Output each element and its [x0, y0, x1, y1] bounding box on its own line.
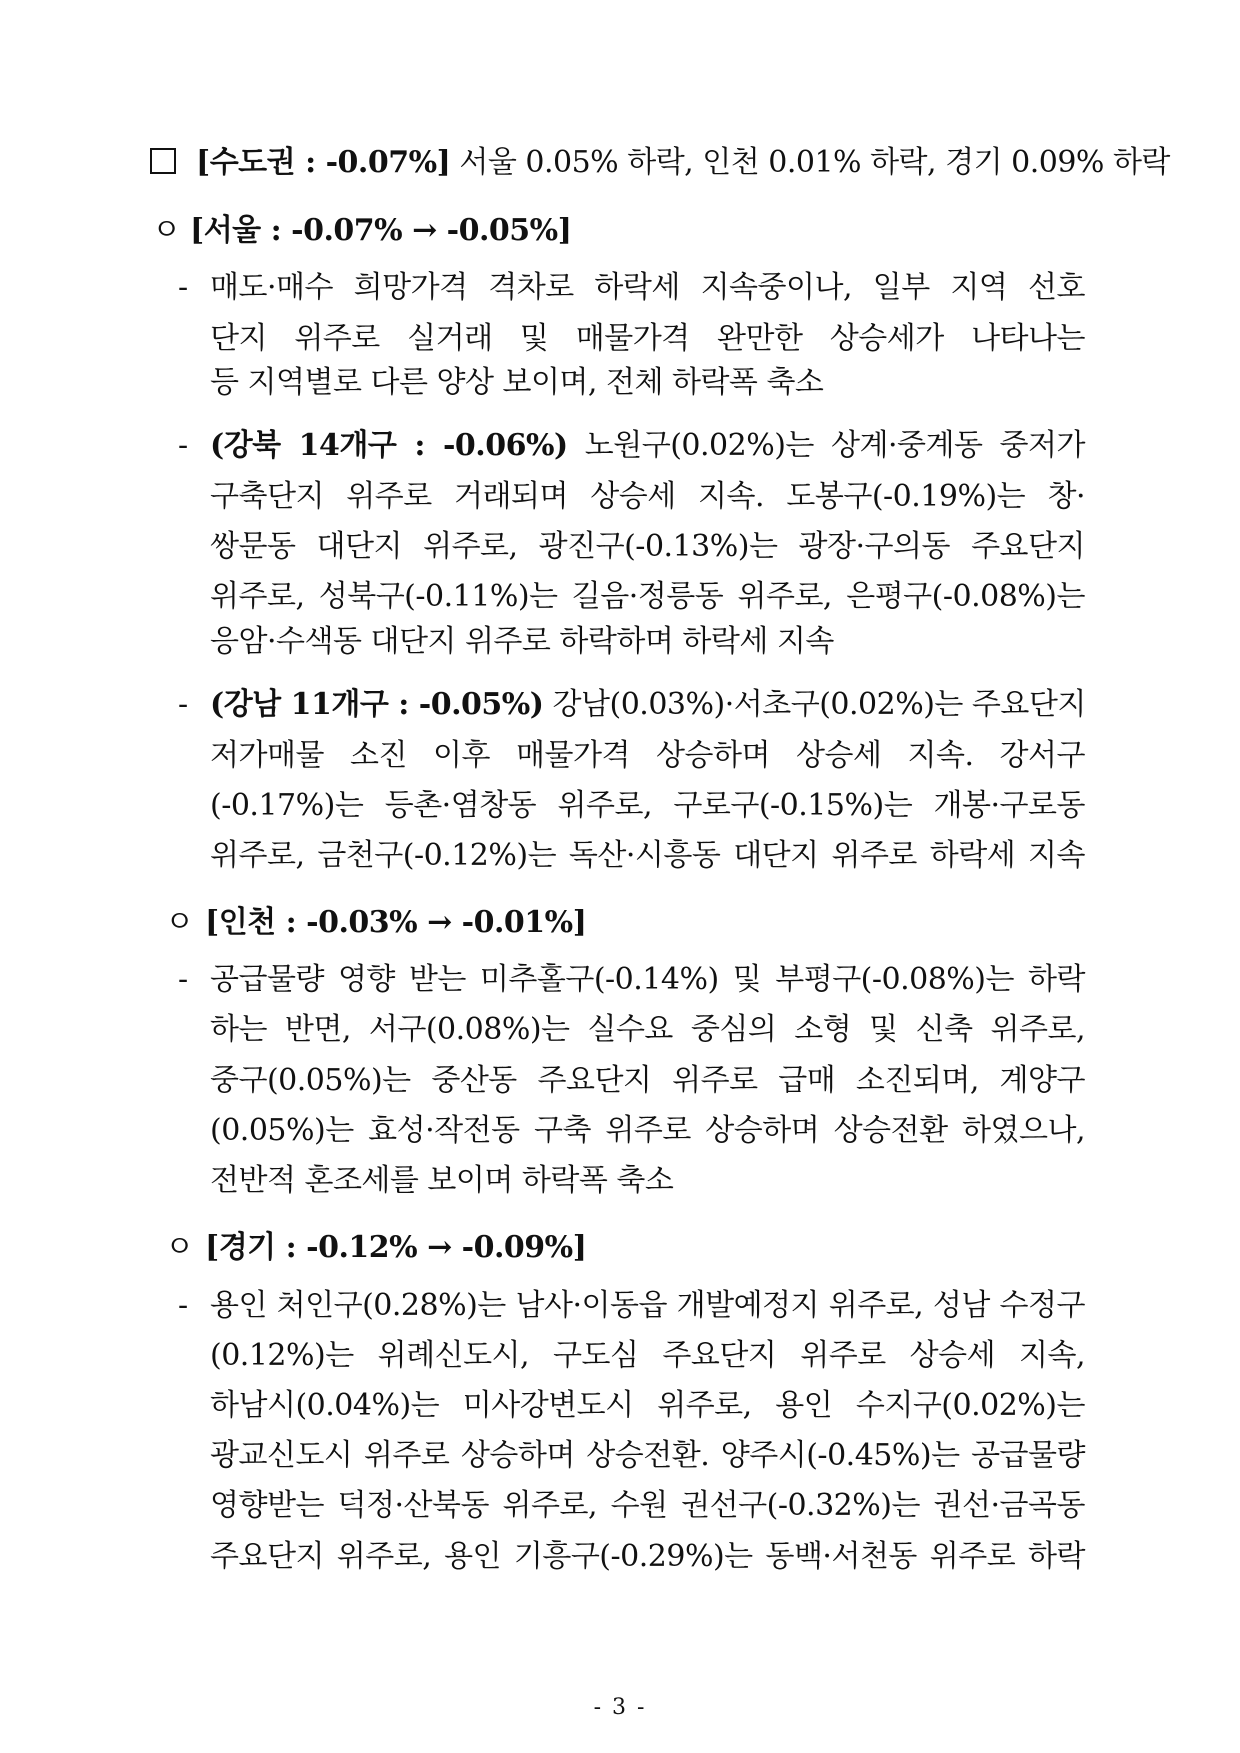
seoul-heading: [서울 : -0.07% → -0.05%] [190, 213, 572, 248]
gyeonggi-line: 용인 처인구(0.28%)는 남사·이동읍 개발예정지 위주로, 성남 수정구 [210, 1288, 1085, 1323]
incheon-line: (0.05%)는 효성·작전동 구축 위주로 상승하며 상승전환 하였으나, [210, 1113, 1085, 1148]
gyeonggi-heading: [경기 : -0.12% → -0.09%] [205, 1230, 587, 1265]
gangbuk-line: 쌍문동 대단지 위주로, 광진구(-0.13%)는 광장·구의동 주요단지 [210, 529, 1085, 564]
gangbuk-line: 위주로, 성북구(-0.11%)는 길음·정릉동 위주로, 은평구(-0.08%)는 [210, 579, 1085, 614]
page-number: - 3 - [593, 1695, 647, 1720]
dash-bullet: - [178, 962, 189, 997]
gyeonggi-line: 하남시(0.04%)는 미사강변도시 위주로, 용인 수지구(0.02%)는 [210, 1388, 1085, 1423]
circle-bullet-icon: ㅇ [165, 1230, 194, 1265]
seoul-para1-line: 매도·매수 희망가격 격차로 하락세 지속중이나, 일부 지역 선호 [210, 270, 1085, 305]
gyeonggi-line: 광교신도시 위주로 상승하며 상승전환. 양주시(-0.45%)는 공급물량 [210, 1438, 1085, 1473]
dash-bullet: - [178, 687, 189, 722]
gyeonggi-line: 주요단지 위주로, 용인 기흥구(-0.29%)는 동백·서천동 위주로 하락 [210, 1539, 1085, 1574]
incheon-heading: [인천 : -0.03% → -0.01%] [205, 905, 587, 940]
dash-bullet: - [178, 1288, 189, 1323]
gyeonggi-line: (0.12%)는 위례신도시, 구도심 주요단지 위주로 상승세 지속, [210, 1338, 1085, 1373]
gangbuk-label: (강북 14개구 : -0.06%) [210, 428, 568, 463]
gangbuk-line: 구축단지 위주로 거래되며 상승세 지속. 도봉구(-0.19%)는 창· [210, 479, 1085, 514]
incheon-line: 전반적 혼조세를 보이며 하락폭 축소 [210, 1163, 674, 1198]
checkbox-square-icon [150, 148, 176, 174]
gangbuk-first-text: 노원구(0.02%)는 상계·중계동 중저가 [584, 428, 1085, 463]
seoul-para1-line: 등 지역별로 다른 양상 보이며, 전체 하락폭 축소 [210, 365, 824, 400]
dash-bullet: - [178, 270, 189, 305]
region-summary-text: 서울 0.05% 하락, 인천 0.01% 하락, 경기 0.09% 하락 [459, 145, 1170, 180]
gangbuk-line: 응암·수색동 대단지 위주로 하락하며 하락세 지속 [210, 624, 834, 659]
circle-bullet-icon: ㅇ [152, 213, 181, 248]
region-summary-label: [수도권 : -0.07%] [196, 145, 451, 180]
dash-bullet: - [178, 428, 189, 463]
seoul-para1-line: 단지 위주로 실거래 및 매물가격 완만한 상승세가 나타나는 [210, 321, 1085, 356]
gangbuk-first-line [210, 426, 1085, 466]
gangnam-line: 저가매물 소진 이후 매물가격 상승하며 상승세 지속. 강서구 [210, 738, 1085, 773]
incheon-line: 하는 반면, 서구(0.08%)는 실수요 중심의 소형 및 신축 위주로, [210, 1012, 1085, 1047]
incheon-line: 중구(0.05%)는 중산동 주요단지 위주로 급매 소진되며, 계양구 [210, 1063, 1085, 1098]
gangnam-line: 위주로, 금천구(-0.12%)는 독산·시흥동 대단지 위주로 하락세 지속 [210, 838, 1085, 873]
gangnam-label: (강남 11개구 : -0.05%) [210, 687, 544, 722]
gangnam-first-line [210, 685, 1085, 725]
circle-bullet-icon: ㅇ [165, 905, 194, 940]
gyeonggi-line: 영향받는 덕정·산북동 위주로, 수원 권선구(-0.32%)는 권선·금곡동 [210, 1488, 1085, 1523]
region-summary-line [150, 143, 1170, 183]
incheon-line: 공급물량 영향 받는 미추홀구(-0.14%) 및 부평구(-0.08%)는 하락 [210, 962, 1085, 997]
gangnam-first-text: 강남(0.03%)·서초구(0.02%)는 주요단지 [552, 687, 1086, 722]
gangnam-line: (-0.17%)는 등촌·염창동 위주로, 구로구(-0.15%)는 개봉·구로동 [210, 788, 1085, 823]
